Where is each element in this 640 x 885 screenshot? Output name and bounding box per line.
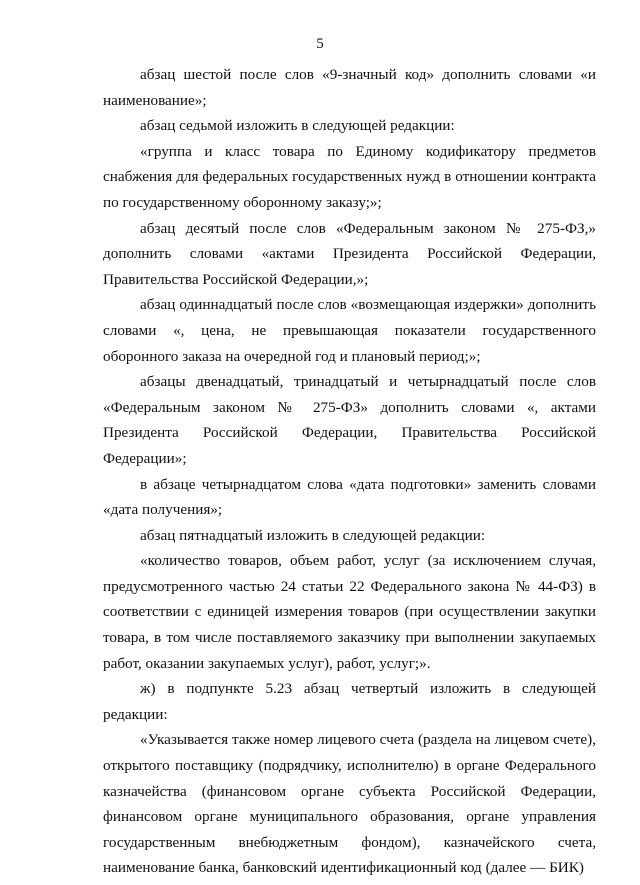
paragraph: абзацы двенадцатый, тринадцатый и четырнадцатый после слов «Федеральным законом № 275-ФЗ» дополнить словами «, актами Президента Российской Федерации, Правительства Российской Федерации»; [103, 373, 596, 467]
paragraph: абзац седьмой изложить в следующей редакции: [140, 117, 455, 135]
page-number: 5 [316, 36, 324, 52]
paragraph: «группа и класс товара по Единому кодификатору предметов снабжения для федеральных государственных нужд в отношении контракта по государственному оборонному заказу;»; [103, 142, 596, 211]
paragraph: абзац десятый после слов «Федеральным законом № 275-ФЗ,» дополнить словами «актами Президента Российской Федерации, Правительства Российской Федерации,»; [103, 219, 596, 288]
document-body [103, 62, 596, 881]
paragraph: абзац одиннадцатый после слов «возмещающая издержки» дополнить словами «, цена, не превышающая показатели государственного оборонного заказа на очередной год и плановый период;»; [103, 296, 596, 365]
paragraph: ж) в подпункте 5.23 абзац четвертый изложить в следующей редакции: [103, 680, 596, 723]
paragraph: абзац пятнадцатый изложить в следующей редакции: [140, 526, 486, 544]
paragraph: «Указывается также номер лицевого счета (раздела на лицевом счете), открытого поставщику (подрядчику, исполнителю) в органе Федерального казначейства (финансовом органе субъекта Российской Федерации, финансовом органе муниципального образования, органе управления государственным внебюджетным фондом), казначейского счета, наименование банка, банковский идентификационный код (далее — БИК) [103, 731, 596, 877]
paragraph: в абзаце четырнадцатом слова «дата подготовки» заменить словами «дата получения»; [103, 475, 596, 519]
paragraph: «количество товаров, объем работ, услуг (за исключением случая, предусмотренного частью 24 статьи 22 Федерального закона № 44-ФЗ) в соответствии с единицей измерения товаров (при осуществлении закупки товара, в том числе поставляемого заказчику при выполнении закупаемых работ, оказании закупаемых услуг), работ, услуг;». [103, 552, 596, 672]
paragraph: абзац шестой после слов «9-значный код» дополнить словами «и наименование»; [103, 66, 596, 109]
